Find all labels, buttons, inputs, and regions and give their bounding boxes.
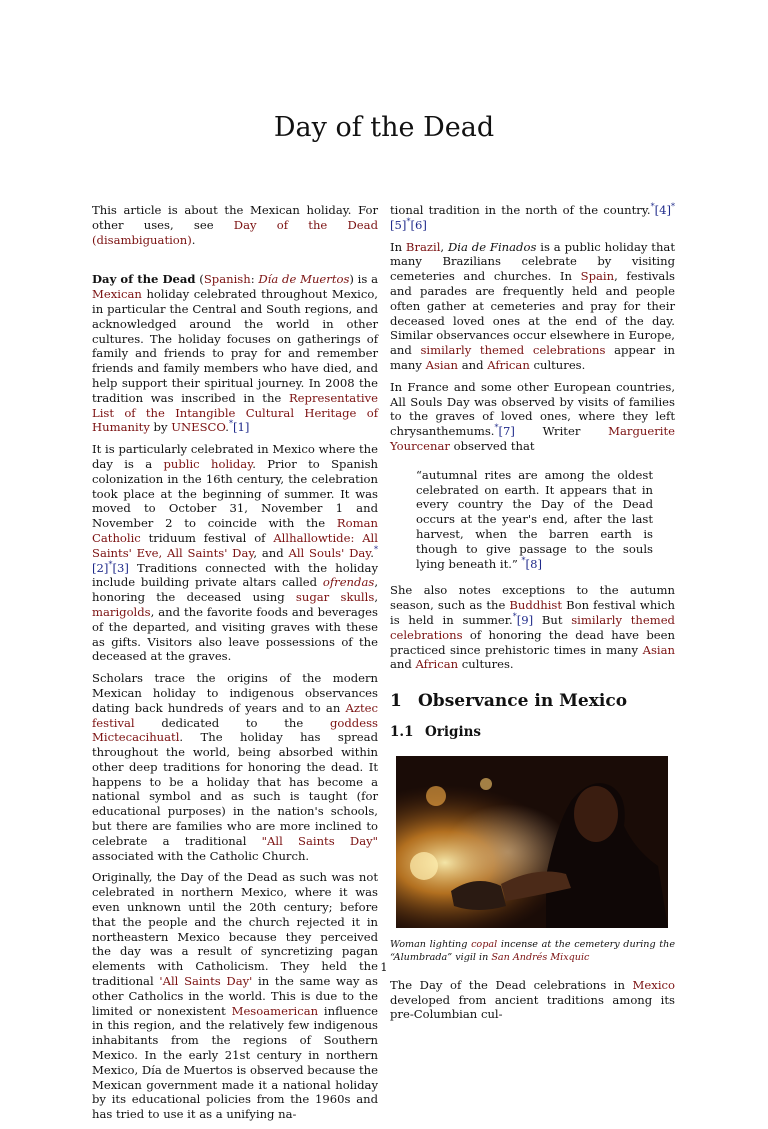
text: of honoring the dead have been practiced since prehistoric times in many [390, 627, 675, 657]
link-public-holiday[interactable]: public holiday [163, 456, 253, 471]
subsection-heading [390, 725, 675, 740]
hatnote-end: . [191, 232, 196, 247]
link-unesco-list[interactable]: Representative List of the Intangible Cultural Heritage of Humanity [92, 390, 378, 435]
text: associated with the Catholic Church. [92, 848, 310, 863]
link-mesoamerican[interactable]: Mesoamerican [231, 1003, 319, 1018]
text: cultures. [458, 657, 514, 672]
text: and [390, 657, 416, 672]
text: In France and some other European countries, All Souls Day was observed by visits of families to the graves of loved ones, where they left chrysanthemums. [390, 379, 675, 439]
text: It is particularly celebrated in Mexico where the day is a [92, 442, 378, 471]
link-san-andres-mixquic[interactable]: San Andrés Mixquic [491, 951, 590, 963]
page-number: 1 [380, 960, 388, 974]
subsection-number: 1.1 [390, 723, 414, 740]
link-allhallowtide[interactable]: Allhallowtide: All Saints' Eve, All Saints' Day [92, 530, 378, 560]
text: Scholars trace the origins of the modern Mexican holiday to indigenous observances dating back hundreds of years and to an [92, 671, 378, 715]
link-brazil[interactable]: Brazil [405, 239, 441, 254]
text: tional tradition in the north of the country. [390, 203, 651, 217]
text: appear in many [390, 343, 675, 372]
photo-illustration [396, 756, 668, 928]
link-marigolds[interactable]: marigolds [92, 604, 151, 619]
ref-star: * [406, 216, 411, 226]
text: observed that [449, 438, 535, 453]
left-column [92, 203, 378, 1129]
link-unesco[interactable]: UNESCO [171, 420, 226, 435]
link-similarly-themed-2[interactable]: similarly themed celebrations [390, 612, 675, 642]
ref-star: * [108, 559, 113, 569]
text: . Prior to Spanish colonization in the 16th century, the celebration took place at the beginning of summer. It was moved to October 31, November 1 and November 2 to coincide with the [92, 456, 378, 531]
link-ofrendas[interactable]: ofrendas [322, 575, 375, 590]
text: In [390, 239, 406, 254]
paragraph-brazil [390, 240, 675, 373]
link-dia-de-muertos[interactable]: Día de Muertos [258, 272, 350, 287]
ref-star: * [494, 423, 499, 433]
ref-star: * [373, 544, 378, 554]
page-title: Day of the Dead [273, 112, 495, 143]
section-heading [390, 691, 675, 712]
paragraph-exceptions [390, 583, 675, 672]
paragraph-mexico [390, 978, 675, 1022]
ref-9[interactable]: [9] [516, 612, 534, 627]
text: triduum festival of [140, 530, 274, 545]
link-marguerite-yourcenar[interactable]: Marguerite Yourcenar [390, 424, 675, 453]
ref-star: * [671, 202, 675, 212]
text: , and the favorite foods and beverages of the departed, and visiting graves with these as gifts. Visitors also leave possessions of the deceased at the graves. [92, 604, 378, 664]
subsection-title: Origins [425, 723, 481, 740]
ref-7[interactable]: [7] [498, 424, 515, 439]
text: dedicated to the [134, 715, 330, 730]
link-all-souls-day[interactable]: All Souls' Day [288, 545, 371, 560]
text: ) is a [349, 272, 379, 287]
link-mexico[interactable]: Mexico [632, 977, 675, 992]
link-spain[interactable]: Spain [580, 269, 615, 284]
text: , festivals and parades are frequently held and people often gather at cemeteries and pray for their deceased loved ones at the end of the day. Similar observances occur elsewhere in Europe, and [390, 269, 675, 358]
text: , [374, 590, 378, 605]
section-title: Observance in Mexico [418, 691, 628, 712]
text: She also notes exceptions to the autumn season, such as the [390, 583, 675, 613]
intro-paragraph [92, 272, 378, 435]
text: by [149, 420, 172, 435]
text: . [370, 545, 374, 560]
text: The Day of the Dead celebrations in [390, 977, 633, 992]
right-column [390, 203, 675, 1029]
ref-star: * [512, 612, 517, 622]
text: , honoring the deceased using [92, 575, 378, 605]
ref-1[interactable]: [1] [232, 420, 250, 435]
paragraph-origins [92, 671, 378, 863]
text: . The holiday has spread throughout the world, being absorbed within other deep traditions for honoring the dead. It happens to be a holiday that has become a national symbol and as such is taught (for educational purposes) in the nation's schools, but there are families who are more inclined to celebrate a traditional [92, 730, 378, 848]
spacer [92, 254, 378, 272]
link-mexican[interactable]: Mexican [92, 287, 142, 302]
link-asian[interactable]: Asian [425, 357, 459, 372]
block-quote [416, 468, 653, 572]
link-aztec-festival[interactable]: Aztec festival [92, 700, 378, 730]
ref-2[interactable]: [2] [92, 560, 109, 575]
text: developed from ancient traditions among its pre-Columbian cul- [390, 992, 675, 1022]
text: incense at the cemetery during the “Alumbrada” vigil in [390, 938, 675, 963]
hatnote-text: This article is about the Mexican holiday. For other uses, see [92, 203, 378, 232]
ref-5[interactable]: [5] [390, 217, 407, 232]
link-spanish[interactable]: Spanish [203, 272, 251, 287]
text: Woman lighting [390, 938, 472, 950]
link-sugar-skulls[interactable]: sugar skulls [295, 590, 375, 605]
section-number: 1 [390, 691, 402, 712]
paragraph-continued [390, 203, 675, 233]
link-all-saints-day[interactable]: "All Saints Day" [261, 833, 378, 848]
paragraph-public-holiday [92, 442, 378, 664]
link-similarly-themed[interactable]: similarly themed celebrations [420, 343, 606, 358]
link-copal[interactable]: copal [471, 938, 498, 950]
text: cultures. [529, 357, 586, 372]
text: and [458, 357, 488, 372]
disambiguation-link[interactable]: Day of the Dead (disambiguation) [92, 217, 378, 247]
paragraph-northern-mexico [92, 870, 378, 1122]
hatnote [92, 203, 378, 247]
text: Writer [514, 424, 609, 439]
link-asian-2[interactable]: Asian [642, 642, 675, 657]
link-all-saints-day-2[interactable]: 'All Saints Day' [159, 974, 253, 989]
text: Traditions connected with the holiday include building private altars called [92, 560, 378, 590]
ref-star: * [521, 555, 526, 565]
link-mictecacihuatl[interactable]: goddess Mictecacihuatl [92, 715, 378, 745]
ref-8[interactable]: [8] [525, 556, 542, 571]
ref-star: * [228, 419, 233, 429]
text: in the same way as other Catholics in the world. This is due to the limited or nonexistent [92, 974, 378, 1018]
link-african-2[interactable]: African [415, 657, 459, 672]
text: ( [195, 272, 204, 287]
bold-term: Day of the Dead [92, 272, 196, 287]
text: Bon festival which is held in summer. [390, 598, 675, 627]
ref-6[interactable]: [6] [410, 217, 427, 232]
italic-term: Dia de Finados [447, 239, 537, 254]
link-african[interactable]: African [487, 357, 530, 372]
text: : [250, 272, 259, 287]
ref-4[interactable]: [4] [654, 203, 671, 217]
text: holiday celebrated throughout Mexico, in particular the Central and South regions, and acknowledged around the world in other cultures. The holiday focuses on gatherings of family and friends to pray for and remember friends and family members who have died, and help support their spiritual journey. In 2008 the tradition was inscribed in the [92, 287, 378, 405]
text: is a public holiday that many Brazilians celebrate by visiting cemeteries and churches. In [390, 239, 675, 284]
text: , [440, 239, 448, 254]
text: But [533, 612, 572, 627]
text: influence in this region, and the relatively few indigenous inhabitants from the regions of Southern Mexico. In the early 21st century in northern Mexico, Día de Muertos is observed because the Mexican government made it a national holiday by its educational policies from the 1960s and has tried to use it as a unifying na- [92, 1003, 378, 1122]
ref-star: * [650, 202, 655, 212]
text: , and [253, 545, 289, 560]
text: Originally, the Day of the Dead as such was not celebrated in northern Mexico, where it was even unknown until the 20th century; before that the people and the church rejected it in northeastern Mexico because they perceived the day was a result of syncretizing pagan elements with Catholicism. They held the traditional [92, 870, 378, 989]
link-buddhist[interactable]: Buddhist [509, 598, 563, 613]
ref-3[interactable]: [3] [112, 560, 129, 575]
text: . [225, 420, 229, 435]
link-roman-catholic[interactable]: Roman Catholic [92, 516, 378, 545]
paragraph-france [390, 380, 675, 454]
quote-text: “autumnal rites are among the oldest celebrated on earth. It appears that in every country the Day of the Dead occurs at the year's end, after the last harvest, when the barren earth is though to give passage to the souls lying beneath it.” [416, 467, 653, 571]
cemetery-photo [396, 756, 668, 928]
